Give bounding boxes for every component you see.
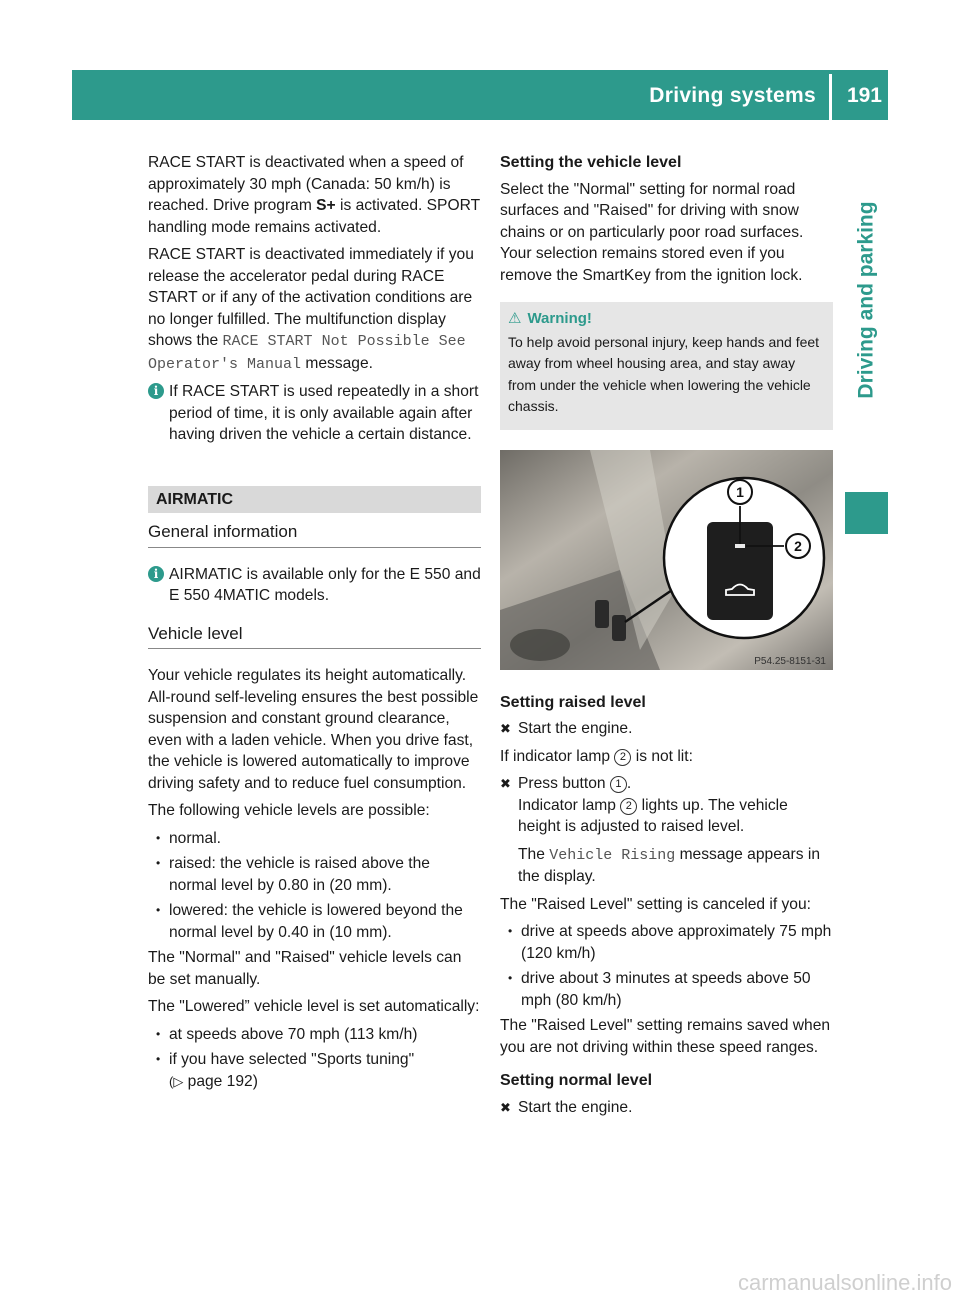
- paragraph: RACE START is deactivated immediately if you release the accelerator pedal during RACE START or if any of the activation conditions are no longer fulfilled. The multifunction display shows the RACE START Not Possible See Operator's Manual message.: [148, 246, 474, 373]
- paragraph: The "Lowered” vehicle level is set automatically:: [148, 998, 480, 1015]
- info-icon: i: [148, 566, 164, 582]
- section-title: Driving systems: [649, 84, 816, 107]
- airmatic-button-photo: [500, 450, 833, 670]
- paragraph: RACE START is deactivated when a speed of approximately 30 mph (Canada: 50 km/h) is reached. Drive program S+ is activated. SPORT handling mode remains activated.: [148, 154, 480, 236]
- paragraph: The "Normal" and "Raised" vehicle levels can be set manually.: [148, 949, 462, 988]
- page-reference[interactable]: page 192): [183, 1072, 258, 1090]
- warning-box: ⚠ Warning! To help avoid personal injury, keep hands and feet away from wheel housing area, and stay away from under the vehicle when lowering the vehicle chassis.: [500, 302, 833, 430]
- callout-2: 2: [794, 537, 802, 554]
- paragraph: The "Raised Level" setting remains saved when you are not driving within these speed ranges.: [500, 1017, 831, 1056]
- watermark: carmanualsonline.info: [737, 1270, 952, 1295]
- chapter-side-tab: [845, 120, 888, 480]
- info-icon: i: [148, 383, 164, 399]
- step-arrow-icon: ✖: [500, 776, 511, 791]
- step-item: ✖ Start the engine.: [500, 718, 833, 740]
- callout-1: 1: [736, 483, 744, 500]
- page-ref-icon: (▷: [169, 1073, 184, 1089]
- paragraph: The following vehicle levels are possible:: [148, 802, 430, 819]
- photo-illustration: [500, 450, 833, 670]
- list-item: • normal.: [148, 828, 481, 850]
- subsection-title: General information: [148, 521, 481, 548]
- step-item: ✖ Press button 1 . Indicator lamp 2 lights up. The vehicle height is adjusted to raised level.: [500, 775, 788, 835]
- callout-ref: 2: [614, 749, 631, 766]
- paragraph: The Vehicle Rising message appears in the display.: [518, 845, 820, 885]
- list-item: • raised: the vehicle is raised above the normal level by 0.80 in (20 mm).: [148, 853, 481, 896]
- section-heading: AIRMATIC: [148, 486, 481, 514]
- page-number: 191: [846, 84, 882, 107]
- subsection-title: Vehicle level: [148, 623, 481, 650]
- subsection-title: Setting normal level: [500, 1072, 653, 1089]
- paragraph: The "Raised Level" setting is canceled if you:: [500, 895, 811, 913]
- page-header: [72, 70, 888, 120]
- subsection-title: Setting raised level: [500, 693, 646, 711]
- chapter-marker: [845, 492, 888, 534]
- callout-ref: 1: [610, 776, 627, 793]
- display-message: Vehicle Rising: [549, 846, 676, 864]
- left-column: [148, 152, 481, 1096]
- header-divider: [829, 74, 832, 120]
- chapter-label: Driving and parking: [854, 201, 878, 399]
- paragraph: If indicator lamp 2 is not lit:: [500, 747, 693, 765]
- paragraph: Your vehicle regulates its height automatically. All-round self-leveling ensures the best possible suspension and constant ground clearance, even with a laden vehicle. When you drive fast, the vehicle is lowered automatically to improve driving safety and to reduce fuel consumption.: [148, 667, 479, 792]
- subsection-title: Setting the vehicle level: [500, 154, 682, 171]
- callout-ref: 2: [620, 798, 637, 815]
- step-arrow-icon: ✖: [500, 1099, 511, 1115]
- list-item: • lowered: the vehicle is lowered beyond the normal level by 0.40 in (10 mm).: [148, 900, 481, 943]
- display-message: RACE START Not Possible See Operator's Manual: [148, 333, 466, 373]
- right-column: [500, 152, 833, 1124]
- list-item: • drive at speeds above approximately 75 mph (120 km/h): [500, 921, 833, 964]
- warning-icon: ⚠: [508, 310, 522, 327]
- step-item: ✖ Start the engine.: [500, 1097, 833, 1119]
- list-item: • if you have selected "Sports tuning" (▷ page 192): [148, 1049, 481, 1092]
- step-arrow-icon: ✖: [500, 721, 511, 736]
- info-note: i If RACE START is used repeatedly in a short period of time, it is only available again after having driven the vehicle a certain distance.: [148, 381, 481, 446]
- list-item: • at speeds above 70 mph (113 km/h): [148, 1024, 481, 1046]
- image-code: P54.25-8151-31: [754, 655, 826, 667]
- info-note: i AIRMATIC is available only for the E 550 and E 550 4MATIC models.: [148, 564, 481, 607]
- list-item: • drive about 3 minutes at speeds above 50 mph (80 km/h): [500, 968, 833, 1011]
- paragraph: Select the "Normal" setting for normal road surfaces and "Raised" for driving with snow chains or on particularly poor road surfaces. Your selection remains stored even if you remove the SmartKey from the ignition lock.: [500, 180, 804, 284]
